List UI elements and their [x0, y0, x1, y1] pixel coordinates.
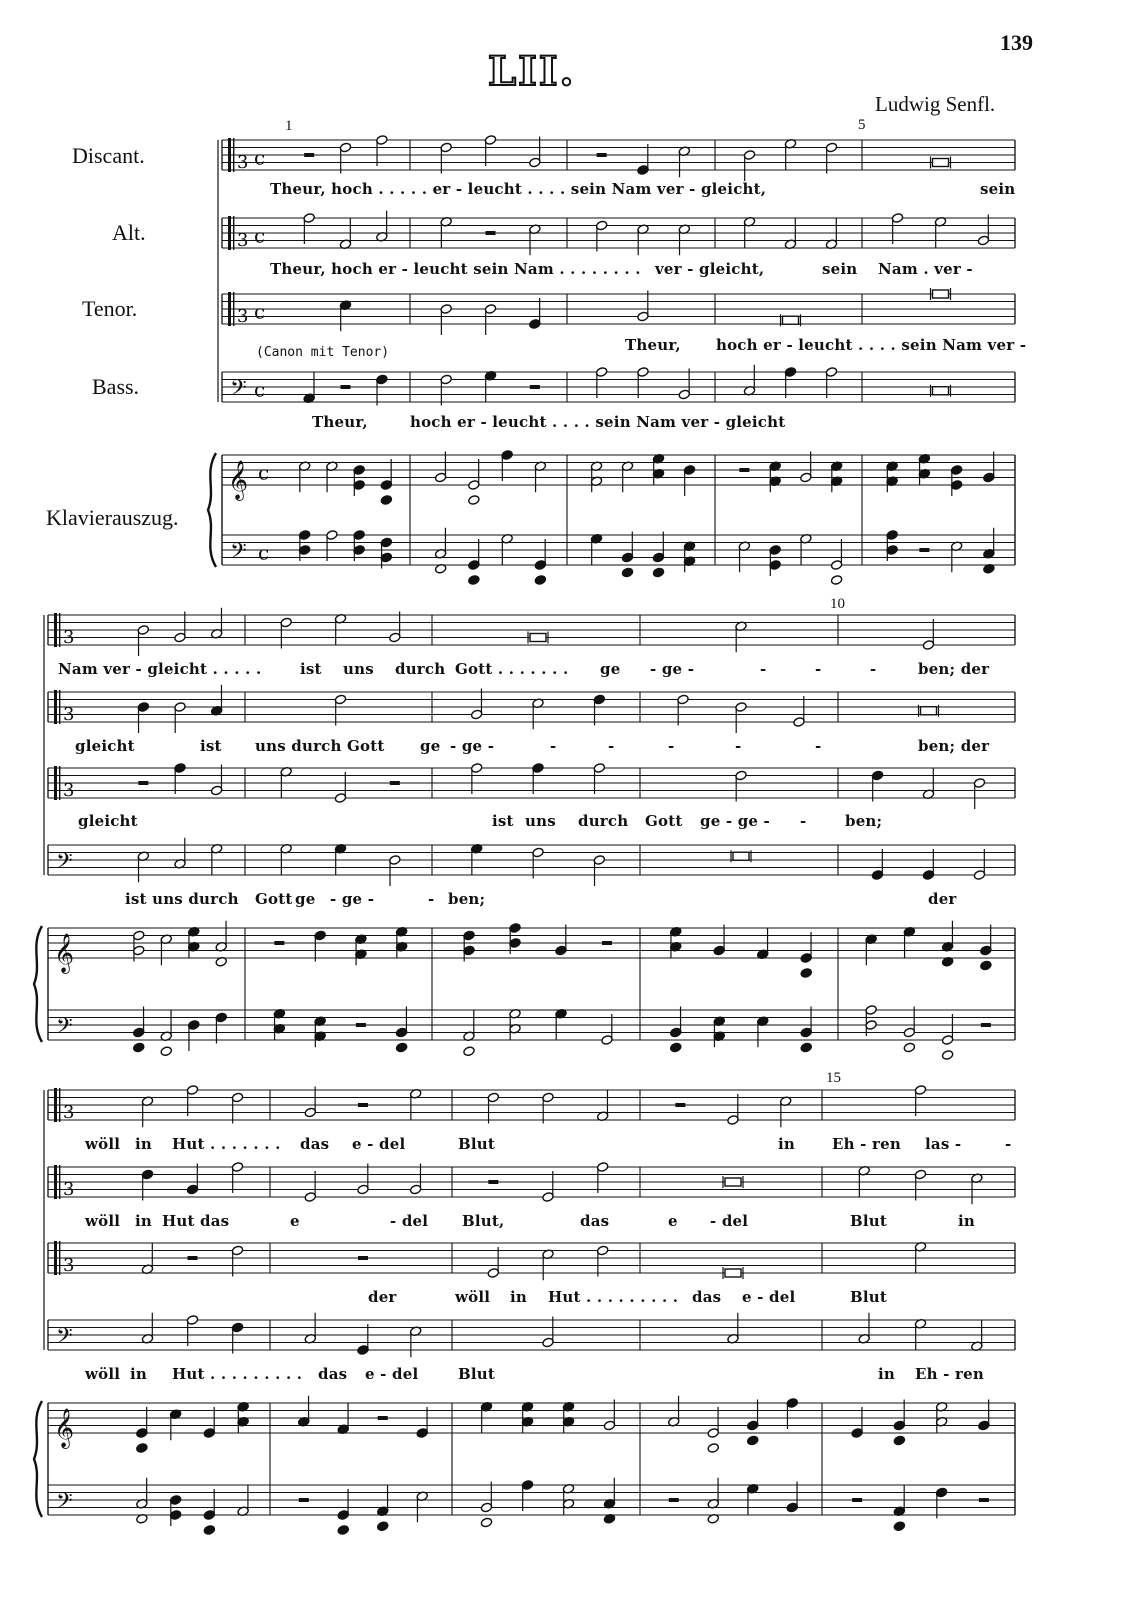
lyric-alt: Blut [850, 1212, 888, 1230]
c-clef: 3 [63, 1179, 75, 1200]
lyric-discant: - [760, 660, 767, 678]
lyric-discant: - [1005, 1135, 1012, 1153]
lyric-discant: - [815, 660, 822, 678]
treble-clef: 𝄞 [228, 460, 249, 500]
lyric-discant: Nam ver - gleicht . . . . . [58, 660, 262, 678]
lyric-tenor: - [800, 812, 807, 830]
lyric-discant: in [778, 1135, 796, 1153]
lyric-alt: in [135, 1212, 153, 1230]
lyric-alt: - del [710, 1212, 749, 1230]
lyric-tenor: Hut . . . . . . . . . [548, 1288, 679, 1306]
note-head [621, 567, 633, 578]
piece-title: LII. [488, 48, 576, 95]
lyric-tenor: Blut [850, 1288, 888, 1306]
note-head [534, 575, 546, 586]
lyric-tenor: das [692, 1288, 722, 1306]
lyric-tenor: ist [492, 812, 514, 830]
rest-mark [299, 1498, 309, 1502]
c-clef [233, 138, 234, 172]
time-signature: c [254, 145, 266, 170]
rest-mark [602, 941, 612, 945]
c-clef [59, 1241, 60, 1275]
lyric-discant: las - [925, 1135, 962, 1153]
measure-number: 15 [826, 1070, 841, 1086]
note-head [893, 1521, 905, 1532]
voice-label-tenor: Tenor. [82, 296, 138, 321]
lyric-bass: Theur, [312, 413, 368, 431]
lyric-alt: in [958, 1212, 976, 1230]
measure-number: 10 [830, 596, 845, 612]
lyric-discant: Theur, hoch . . . . . er - leucht . . . . sein Nam ver - gleicht, [270, 180, 767, 198]
lyric-bass: das [318, 1365, 348, 1383]
lyric-bass: in [130, 1365, 148, 1383]
lyric-bass: wöll [85, 1365, 121, 1383]
c-clef: 3 [63, 1255, 75, 1276]
piano-brace [34, 1401, 42, 1517]
bass-clef: 𝄢 [230, 376, 247, 406]
lyric-alt: das [580, 1212, 610, 1230]
lyric-alt: ben; der [918, 737, 990, 755]
note-head [463, 1046, 475, 1057]
note-head [468, 495, 480, 506]
c-clef: 3 [63, 1102, 75, 1123]
note-head [652, 567, 664, 578]
lyric-bass: ist uns durch [125, 890, 239, 908]
note-head [893, 1435, 905, 1446]
lyric-bass: - ge - [330, 890, 375, 908]
lyric-tenor: gleicht [78, 812, 138, 830]
lyric-discant: Gott . . . . . . . [455, 660, 569, 678]
note-head [747, 1435, 759, 1446]
c-clef [228, 292, 231, 326]
breve-note [725, 1269, 741, 1277]
c-clef [59, 766, 60, 800]
note-head [903, 1042, 915, 1053]
breve-note [933, 159, 949, 167]
lyric-bass: hoch er - leucht . . . . sein Nam ver - gleicht [410, 413, 786, 431]
note-head [395, 1042, 407, 1053]
lyric-discant: - [870, 660, 877, 678]
voice-label-alt: Alt. [112, 220, 146, 245]
time-signature: c [254, 223, 266, 248]
lyric-tenor: uns [525, 812, 556, 830]
c-clef [59, 613, 60, 647]
note-head [136, 1443, 148, 1454]
lyric-alt: ist [200, 737, 222, 755]
lyric-discant: e - del [352, 1135, 406, 1153]
lyric-alt: ver - gleicht, [655, 260, 765, 278]
note-head [133, 1042, 145, 1053]
note-head [468, 575, 480, 586]
note-head [941, 1050, 953, 1061]
lyric-discant: ge [600, 660, 621, 678]
c-clef [59, 1088, 60, 1122]
lyric-bass: ben; [448, 890, 486, 908]
c-clef [233, 292, 234, 326]
treble-clef: 𝄞 [54, 1408, 75, 1448]
rest-mark [486, 231, 496, 235]
lyric-tenor: in [510, 1288, 528, 1306]
lyric-alt: - del [390, 1212, 429, 1230]
bass-clef: 𝄢 [56, 849, 73, 879]
bass-clef: 𝄢 [56, 1014, 73, 1044]
c-clef [54, 766, 57, 800]
lyric-tenor: Gott [645, 812, 683, 830]
lyric-discant: - ge - [650, 660, 695, 678]
note-head [160, 1046, 172, 1057]
lyric-alt: sein [822, 260, 858, 278]
lyric-alt: gleicht [75, 737, 135, 755]
bass-clef: 𝄢 [230, 539, 247, 569]
composer-name: Ludwig Senfl. [875, 92, 996, 116]
time-signature: c [254, 299, 266, 324]
note-head [980, 960, 992, 971]
c-clef: 3 [237, 306, 249, 327]
rest-mark [530, 385, 540, 389]
lyric-discant: wöll [85, 1135, 121, 1153]
c-clef: 3 [237, 152, 249, 173]
lyric-discant: Eh - ren [832, 1135, 901, 1153]
lyric-alt: das [200, 1212, 230, 1230]
lyric-discant: uns [343, 660, 374, 678]
rest-mark [669, 1498, 679, 1502]
c-clef [233, 216, 234, 250]
c-clef [59, 1165, 60, 1199]
voice-label-bass: Bass. [92, 374, 140, 399]
c-clef [54, 1165, 57, 1199]
lyric-discant: Blut [458, 1135, 496, 1153]
breve-note [783, 316, 799, 324]
voice-label-piano: Klavierauszug. [46, 505, 179, 530]
lyric-alt: e [668, 1212, 678, 1230]
breve-note [733, 852, 749, 860]
rest-mark [341, 385, 351, 389]
rest-mark [979, 1498, 989, 1502]
c-clef: 3 [63, 627, 75, 648]
note-head [377, 1521, 389, 1532]
measure-number: 5 [858, 117, 866, 133]
c-clef: 3 [63, 780, 75, 801]
lyric-discant: Hut . . . . . . . [172, 1135, 281, 1153]
piano-brace [208, 453, 216, 567]
lyric-bass: Gott [255, 890, 293, 908]
rest-mark [488, 1180, 498, 1184]
rest-mark [919, 548, 929, 552]
lyric-tenor: ben; [845, 812, 883, 830]
lyric-bass: in [878, 1365, 896, 1383]
rest-mark [390, 781, 400, 785]
note-head [800, 968, 812, 979]
lyric-discant: das [300, 1135, 330, 1153]
lyric-bass: Hut . . . . . . . . . [172, 1365, 303, 1383]
lyric-tenor: wöll [455, 1288, 491, 1306]
note-head [800, 1042, 812, 1053]
note-head [830, 575, 842, 586]
lyric-alt: - [735, 737, 742, 755]
breve-note [933, 387, 949, 395]
treble-clef: 𝄞 [54, 933, 75, 973]
lyric-alt: - [815, 737, 822, 755]
breve-note [933, 290, 949, 298]
lyric-bass: e - del [365, 1365, 419, 1383]
rest-mark [358, 1256, 368, 1260]
lyric-alt: - ge - [450, 737, 495, 755]
lyric-discant: durch [395, 660, 446, 678]
rest-mark [852, 1498, 862, 1502]
time-signature: c [258, 460, 270, 485]
measure-number: 1 [285, 118, 293, 134]
lyric-alt: Hut [162, 1212, 195, 1230]
lyric-tenor: Theur, [625, 336, 681, 354]
bass-clef: 𝄢 [56, 1489, 73, 1519]
lyric-tenor: hoch er - leucht . . . . sein Nam ver - [716, 336, 1027, 354]
c-clef [59, 690, 60, 724]
lyric-bass: ge [295, 890, 316, 908]
note-head [337, 1525, 349, 1536]
c-clef [54, 690, 57, 724]
lyric-discant: ben; der [918, 660, 990, 678]
lyric-tenor: durch [578, 812, 629, 830]
rest-mark [675, 1103, 685, 1107]
c-clef [54, 1241, 57, 1275]
lyric-alt: e [290, 1212, 300, 1230]
rest-mark [356, 1023, 366, 1027]
lyric-alt: - [608, 737, 615, 755]
lyric-alt: - [550, 737, 557, 755]
rest-mark [358, 1103, 368, 1107]
voice-label-discant: Discant. [72, 143, 145, 168]
lyric-alt: ge [420, 737, 441, 755]
note-head [670, 1042, 682, 1053]
breve-note [921, 707, 937, 715]
c-clef [228, 216, 231, 250]
page-number: 139 [1000, 30, 1033, 55]
lyric-bass: - [428, 890, 435, 908]
lyric-tenor: e - del [742, 1288, 796, 1306]
note-head [707, 1443, 719, 1454]
lyric-bass: Eh - ren [915, 1365, 984, 1383]
c-clef [54, 1088, 57, 1122]
note-head [480, 1517, 492, 1528]
c-clef [228, 138, 231, 172]
piano-brace [34, 926, 42, 1042]
rest-mark [138, 781, 148, 785]
lyric-alt: Blut, [462, 1212, 505, 1230]
lyric-discant: ist [300, 660, 322, 678]
c-clef: 3 [63, 704, 75, 725]
c-clef [54, 613, 57, 647]
rest-mark [304, 153, 314, 157]
breve-note [725, 1178, 741, 1186]
rest-mark [597, 153, 607, 157]
rest-mark [274, 941, 284, 945]
lyric-alt: uns durch Gott [255, 737, 385, 755]
rest-mark [188, 1256, 198, 1260]
rest-mark [981, 1023, 991, 1027]
lyric-alt: - [668, 737, 675, 755]
c-clef: 3 [237, 230, 249, 251]
note-head [203, 1525, 215, 1536]
lyric-bass: der [928, 890, 957, 908]
rest-mark [378, 1416, 388, 1420]
breve-note [530, 634, 546, 642]
lyric-alt: Nam . ver - [878, 260, 973, 278]
lyric-tenor: der [368, 1288, 397, 1306]
rest-mark [739, 468, 749, 472]
note-head [380, 495, 392, 506]
lyric-tenor: ge - ge - [700, 812, 770, 830]
lyric-discant: sein [980, 180, 1016, 198]
bass-clef: 𝄢 [56, 1324, 73, 1354]
lyric-alt: Theur, hoch er - leucht sein Nam . . . . . . . . [270, 260, 641, 278]
time-signature: c [258, 540, 270, 565]
lyric-bass: Blut [458, 1365, 496, 1383]
time-signature: c [254, 377, 266, 402]
canon-annotation: (Canon mit Tenor) [256, 345, 390, 360]
lyric-discant: in [135, 1135, 153, 1153]
lyric-alt: wöll [85, 1212, 121, 1230]
